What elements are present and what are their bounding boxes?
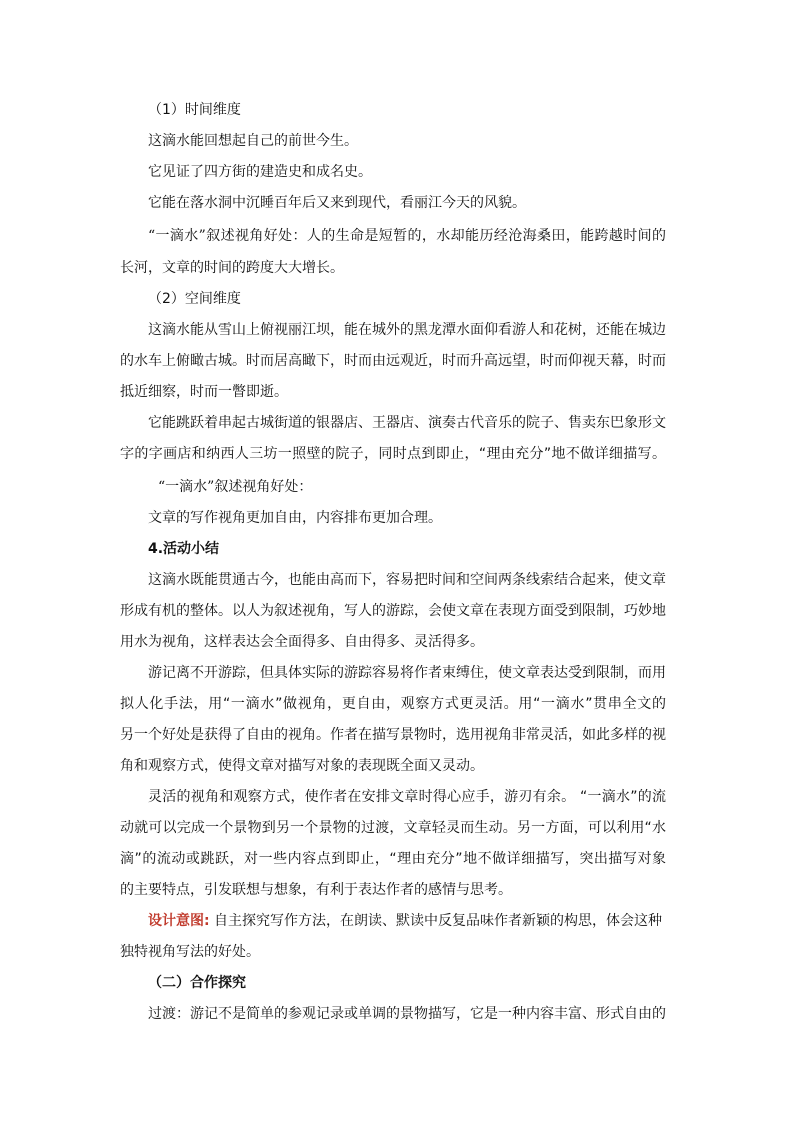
paragraph: 角和观察方式，使得文章对描写对象的表现既全面又灵动。 [120,758,484,774]
section-summary-heading: 4.活动小结 [148,541,220,557]
paragraph: 字的字画店和纳西人三坊一照壁的院子，同时点到即止，“理由充分”地不做详细描写。 [120,446,666,462]
section-cooperation-heading: （二）合作探究 [148,975,246,991]
paragraph: 的水车上俯瞰古城。时而居高瞰下，时而由远观近，时而升高远望，时而仰视天幕，时而 [120,353,666,369]
paragraph: 文章的写作视角更加自由，内容排布更加合理。 [148,510,442,526]
paragraph: 形成有机的整体。以人为叙述视角，写人的游踪，会使文章在表现方面受到限制，巧妙地 [120,603,666,619]
paragraph: 拟人化手法，用“一滴水”做视角，更自由，观察方式更灵活。用“一滴水”贯串全文的 [120,696,666,712]
paragraph: 这滴水能回想起自己的前世今生。 [148,133,358,149]
paragraph: 另一个好处是获得了自由的视角。作者在描写景物时，选用视角非常灵活，如此多样的视 [120,727,666,743]
paragraph: 抵近细察，时而一瞥即逝。 [120,384,288,400]
paragraph: 的主要特点，引发联想与想象，有利于表达作者的感情与思考。 [120,882,512,898]
viewpoint-note: 长河，文章的时间的跨度大大增长。 [120,260,344,276]
paragraph: 用水为视角，这样表达会全面得多、自由得多、灵活得多。 [120,634,484,650]
paragraph: 过渡：游记不是简单的参观记录或单调的景物描写，它是一种内容丰富、形式自由的 [148,1006,666,1022]
paragraph: 这滴水既能贯通古今，也能由高而下，容易把时间和空间两条线索结合起来，使文章 [148,572,666,588]
paragraph: 它能跳跃着串起古城街道的银器店、王器店、演奏古代音乐的院子、售卖东巴象形文 [148,415,666,431]
viewpoint-note: “一滴水”叙述视角好处：人的生命是短暂的，水却能历经沧海桑田，能跨越时间的 [148,228,666,244]
design-intent [148,911,662,931]
paragraph: 这滴水能从雪山上俯视丽江坝，能在城外的黑龙潭水面仰看游人和花树，还能在城边 [148,322,666,338]
paragraph: 它能在落水洞中沉睡百年后又来到现代，看丽江今天的风貌。 [148,195,526,211]
design-intent-label: 设计意图: [148,913,210,929]
paragraph: 滴”的流动或跳跃，对一些内容点到即止，“理由充分”地不做详细描写，突出描写对象 [120,851,666,867]
design-intent-text: 自主探究写作方法，在朗读、默读中反复品味作者新颖的构思，体会这种 [209,913,663,929]
paragraph: 动就可以完成一个景物到另一个景物的过渡，文章轻灵而生动。另一方面，可以利用“水 [120,820,666,836]
paragraph: 它见证了四方街的建造史和成名史。 [148,164,372,180]
section-time-heading: （1）时间维度 [148,102,241,118]
paragraph: 灵活的视角和观察方式，使作者在安排文章时得心应手，游刃有余。 “一滴水”的流 [148,789,666,805]
section-space-heading: （2）空间维度 [148,291,241,307]
design-intent-text: 独特视角写法的好处。 [120,944,260,960]
paragraph: 游记离不开游踪，但具体实际的游踪容易将作者束缚住，使文章表达受到限制，而用 [148,665,666,681]
viewpoint-note: “一滴水”叙述视角好处： [158,479,313,495]
